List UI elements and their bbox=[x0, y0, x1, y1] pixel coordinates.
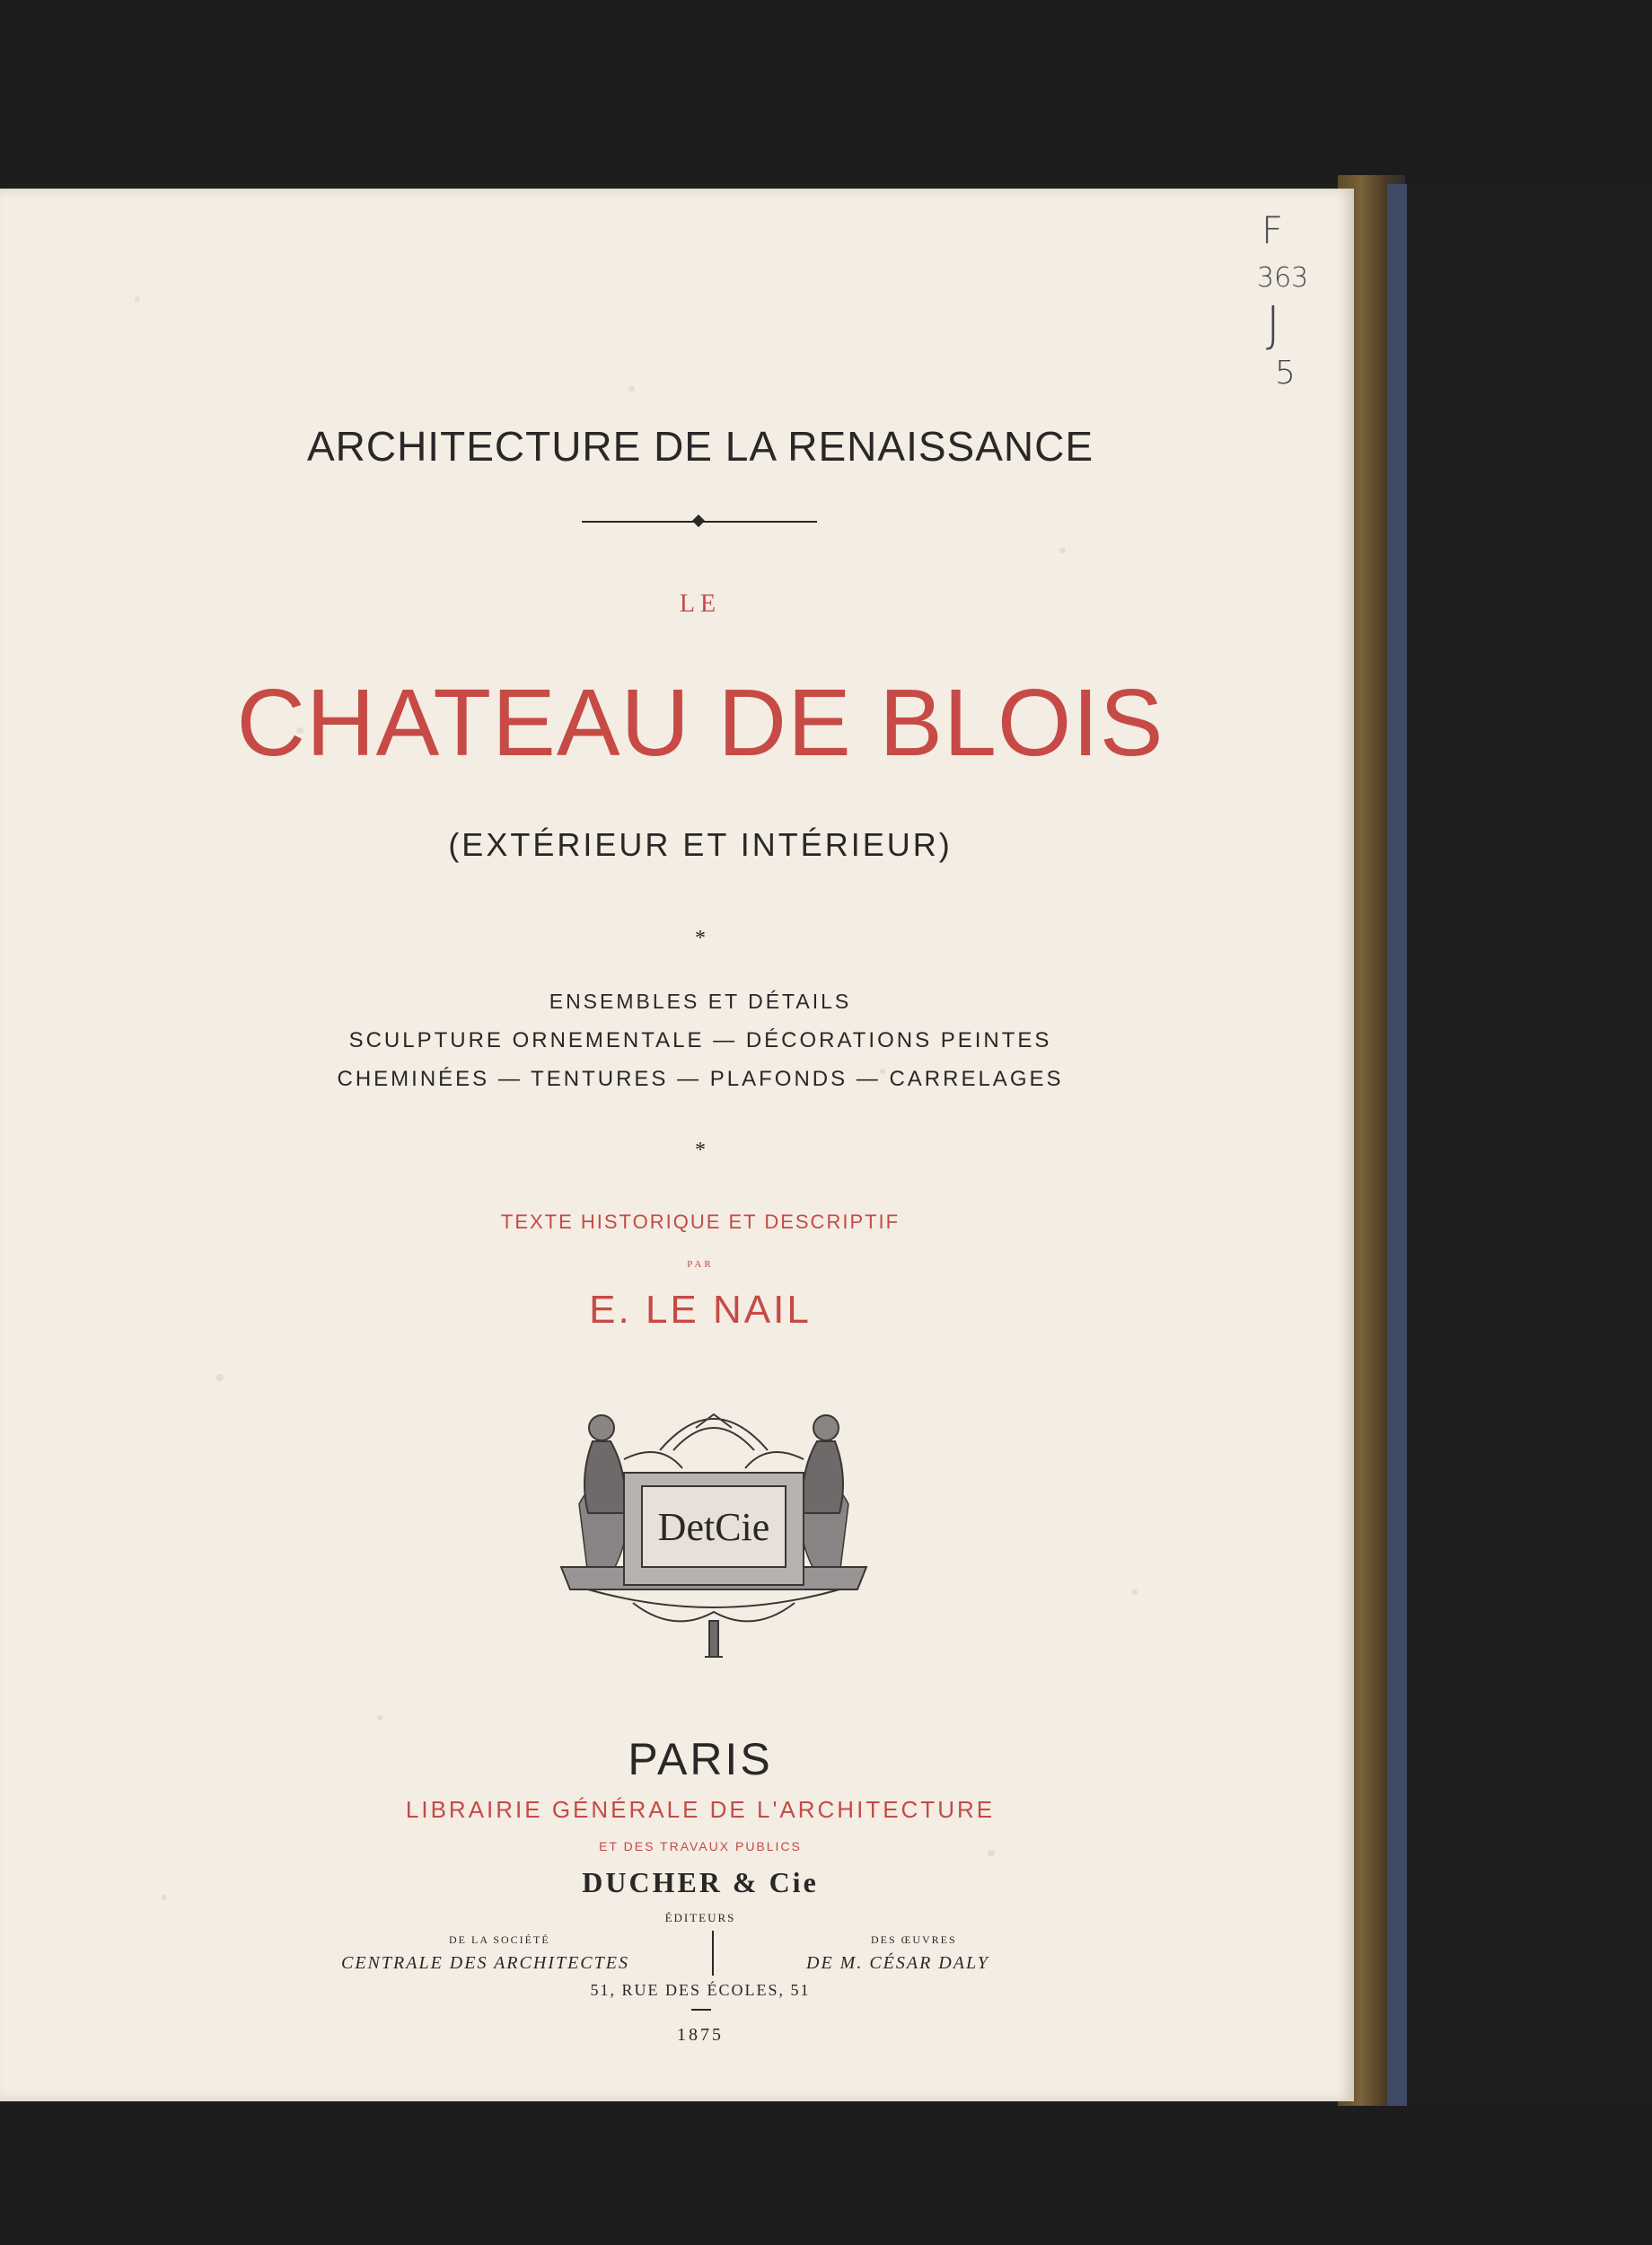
imprint-address: 51, RUE DES ÉCOLES, 51 bbox=[590, 1981, 811, 1999]
subtitle: (EXTÉRIEUR ET INTÉRIEUR) bbox=[448, 826, 953, 863]
shelfmark-line-3: J bbox=[1266, 296, 1280, 353]
shelfmark-line-1: F bbox=[1261, 208, 1284, 252]
star-ornament-2: * bbox=[695, 1139, 706, 1162]
series-title: ARCHITECTURE DE LA RENAISSANCE bbox=[306, 423, 1094, 470]
imprint-firm: DUCHER & Cie bbox=[582, 1866, 819, 1898]
shelfmark-line-4: 5 bbox=[1275, 355, 1296, 392]
contents-line-1: ENSEMBLES ET DÉTAILS bbox=[549, 990, 852, 1013]
by-label: PAR bbox=[687, 1259, 714, 1270]
imprint-divider bbox=[712, 1931, 714, 1976]
text-note: TEXTE HISTORIQUE ET DESCRIPTIF bbox=[500, 1211, 901, 1233]
imprint-left-caption: DE LA SOCIÉTÉ bbox=[449, 1933, 550, 1946]
star-ornament-1: * bbox=[695, 927, 706, 950]
scan-background-bottom bbox=[0, 2106, 1652, 2245]
title-article: LE bbox=[679, 590, 722, 618]
contents-line-3: CHEMINÉES — TENTURES — PLAFONDS — CARRELAGES bbox=[337, 1067, 1064, 1091]
imprint-publisher: LIBRAIRIE GÉNÉRALE DE L'ARCHITECTURE bbox=[405, 1796, 996, 1823]
imprint-city: PARIS bbox=[628, 1734, 773, 1784]
imprint-right-name: DE M. CÉSAR DALY bbox=[806, 1953, 989, 1973]
imprint-publisher-sub: ET DES TRAVAUX PUBLICS bbox=[599, 1839, 802, 1853]
publisher-mark-engraving bbox=[525, 1387, 902, 1666]
contents-line-2: SCULPTURE ORNEMENTALE — DÉCORATIONS PEINTES bbox=[348, 1028, 1052, 1052]
imprint-role: ÉDITEURS bbox=[664, 1911, 736, 1924]
imprint-left-name: CENTRALE DES ARCHITECTES bbox=[341, 1953, 629, 1973]
imprint-year: 1875 bbox=[677, 2025, 724, 2045]
imprint-dash bbox=[691, 2009, 711, 2011]
main-title: CHATEAU DE BLOIS bbox=[236, 670, 1164, 776]
imprint-right-caption: DES ŒUVRES bbox=[871, 1933, 957, 1946]
shelfmark-line-2: 363 bbox=[1257, 262, 1309, 294]
scan-background-top bbox=[0, 0, 1652, 184]
author-name: E. LE NAIL bbox=[589, 1288, 812, 1332]
publisher-monogram: DetCie bbox=[657, 1505, 770, 1549]
